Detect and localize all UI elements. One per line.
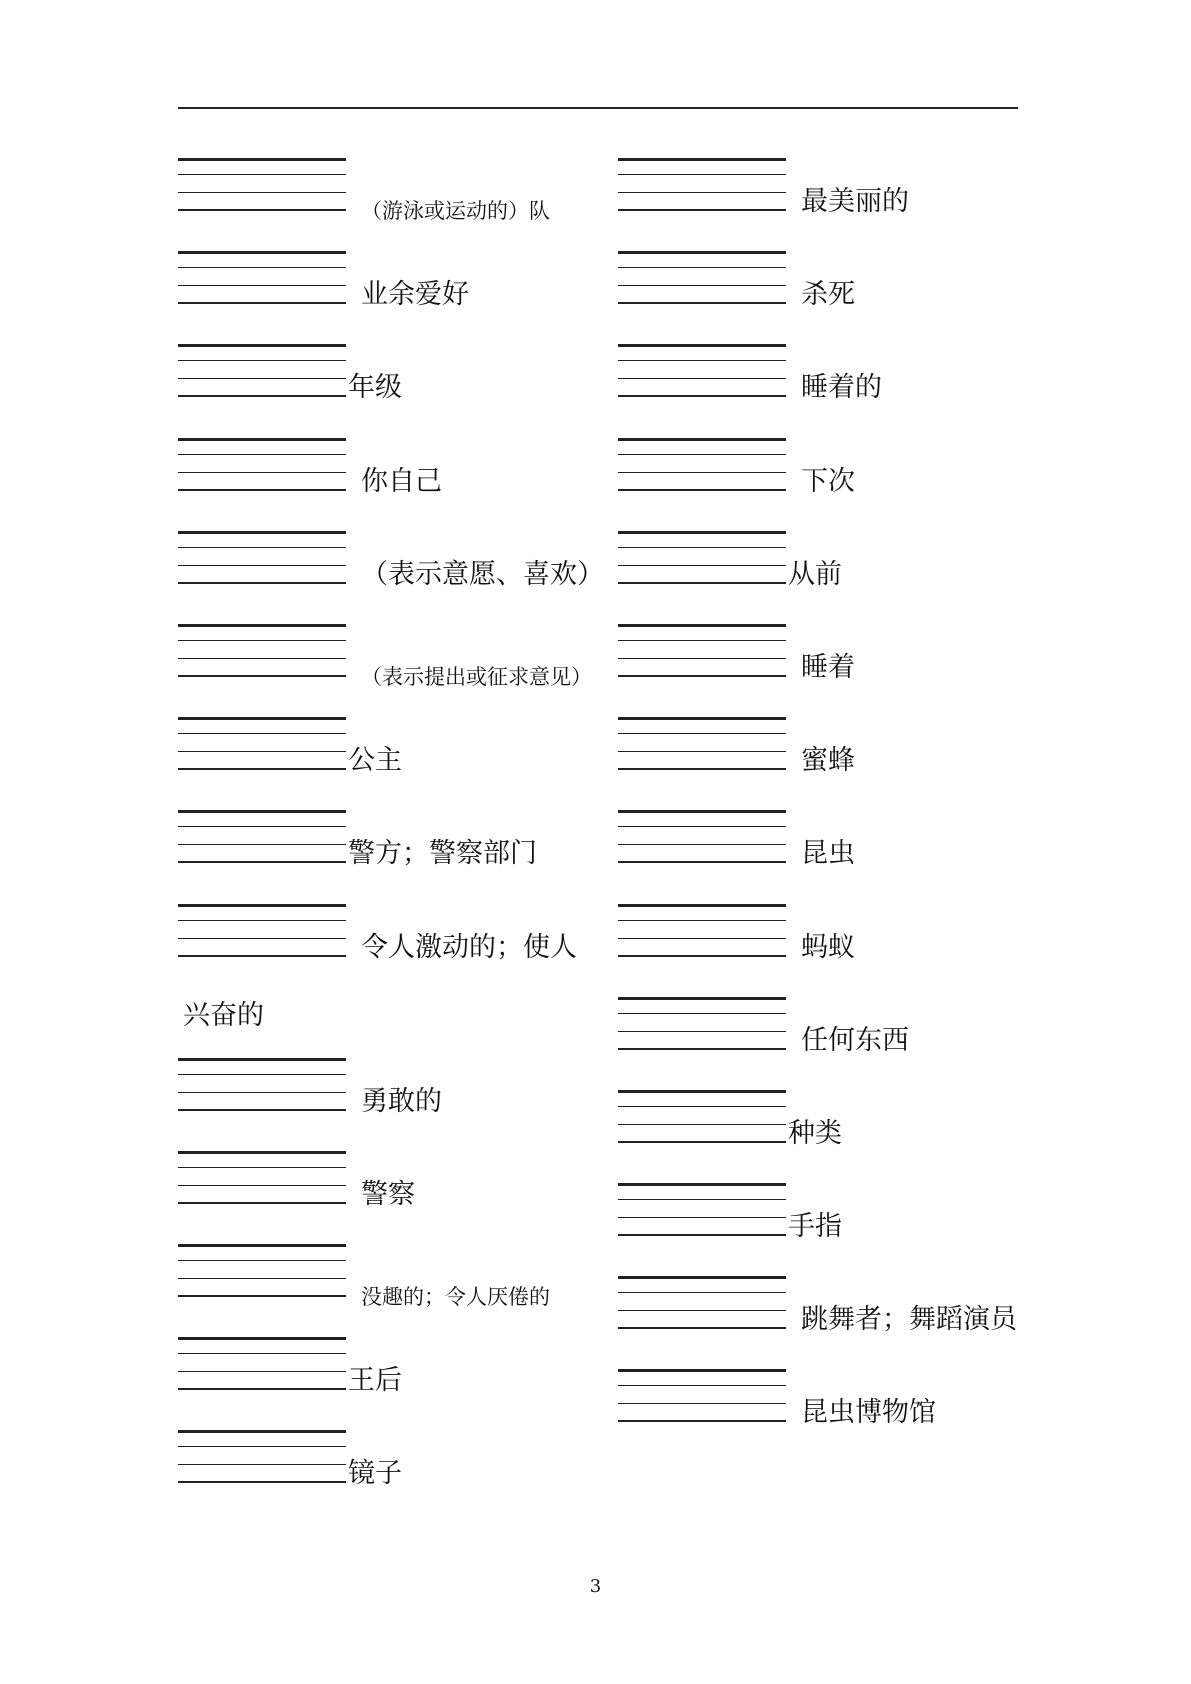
blank-line bbox=[178, 1058, 346, 1061]
chinese-gloss: 昆虫博物馆 bbox=[801, 1397, 936, 1428]
vocab-entry bbox=[178, 344, 618, 424]
blank-line bbox=[178, 454, 346, 455]
blank-line bbox=[178, 267, 346, 268]
answer-blank-lines bbox=[178, 810, 346, 870]
vocab-entry bbox=[618, 624, 1058, 704]
chinese-gloss: 蜜蜂 bbox=[801, 745, 855, 776]
blank-line bbox=[618, 158, 786, 161]
blank-line bbox=[178, 1371, 346, 1372]
answer-blank-lines bbox=[178, 1058, 346, 1118]
answer-blank-lines bbox=[178, 904, 346, 964]
blank-line bbox=[618, 1124, 786, 1125]
blank-line bbox=[178, 904, 346, 907]
blank-line bbox=[178, 1244, 346, 1247]
blank-line bbox=[618, 1276, 786, 1279]
blank-line bbox=[618, 1106, 786, 1107]
vocab-entry bbox=[178, 1151, 618, 1231]
blank-line bbox=[178, 624, 346, 627]
vocab-entry bbox=[618, 717, 1058, 797]
answer-blank-lines bbox=[178, 438, 346, 498]
blank-line bbox=[618, 997, 786, 1000]
chinese-gloss: 公主 bbox=[348, 745, 402, 776]
blank-line bbox=[178, 810, 346, 813]
vocab-entry bbox=[618, 531, 1058, 611]
blank-line bbox=[618, 1090, 786, 1093]
vocab-entry bbox=[618, 904, 1058, 984]
blank-line bbox=[178, 158, 346, 161]
blank-line bbox=[178, 1260, 346, 1261]
blank-line bbox=[178, 251, 346, 254]
blank-line bbox=[618, 565, 786, 566]
blank-line bbox=[618, 209, 786, 211]
blank-line bbox=[178, 733, 346, 734]
blank-line bbox=[178, 438, 346, 441]
vocab-entry bbox=[618, 1276, 1058, 1356]
blank-line bbox=[618, 1183, 786, 1186]
vocab-entry bbox=[178, 1244, 618, 1324]
chinese-gloss: 从前 bbox=[788, 559, 842, 590]
blank-line bbox=[178, 1109, 346, 1111]
vocab-entry bbox=[618, 344, 1058, 424]
blank-line bbox=[618, 251, 786, 254]
chinese-gloss: 王后 bbox=[348, 1365, 402, 1396]
blank-line bbox=[618, 751, 786, 752]
answer-blank-lines bbox=[618, 624, 786, 684]
blank-line bbox=[618, 438, 786, 441]
answer-blank-lines bbox=[178, 531, 346, 591]
answer-blank-lines bbox=[618, 531, 786, 591]
chinese-gloss: （表示提出或征求意见） bbox=[361, 665, 592, 689]
blank-line bbox=[618, 395, 786, 397]
blank-line bbox=[618, 1292, 786, 1293]
blank-line bbox=[178, 395, 346, 397]
blank-line bbox=[178, 344, 346, 347]
vocab-entry bbox=[178, 251, 618, 331]
blank-line bbox=[618, 1199, 786, 1200]
blank-line bbox=[618, 733, 786, 734]
chinese-gloss: （游泳或运动的）队 bbox=[361, 199, 550, 223]
answer-blank-lines bbox=[618, 717, 786, 777]
vocab-entry bbox=[618, 158, 1058, 238]
blank-line bbox=[178, 582, 346, 584]
blank-line bbox=[618, 267, 786, 268]
gloss-continuation: 兴奋的 bbox=[183, 1000, 264, 1031]
blank-line bbox=[178, 1074, 346, 1075]
blank-line bbox=[618, 174, 786, 175]
blank-line bbox=[618, 1403, 786, 1404]
blank-line bbox=[178, 1337, 346, 1340]
blank-line bbox=[178, 1388, 346, 1390]
vocab-entry bbox=[178, 158, 618, 238]
answer-blank-lines bbox=[178, 1151, 346, 1211]
blank-line bbox=[618, 844, 786, 845]
blank-line bbox=[618, 1310, 786, 1311]
blank-line bbox=[178, 1446, 346, 1447]
vocab-entry bbox=[618, 1183, 1058, 1263]
blank-line bbox=[178, 920, 346, 921]
chinese-gloss: 睡着的 bbox=[801, 372, 882, 403]
answer-blank-lines bbox=[618, 158, 786, 218]
blank-line bbox=[618, 810, 786, 813]
blank-line bbox=[178, 938, 346, 939]
blank-line bbox=[178, 489, 346, 491]
blank-line bbox=[178, 1353, 346, 1354]
answer-blank-lines bbox=[178, 717, 346, 777]
blank-line bbox=[618, 454, 786, 455]
chinese-gloss: 种类 bbox=[788, 1118, 842, 1149]
blank-line bbox=[178, 955, 346, 957]
answer-blank-lines bbox=[618, 438, 786, 498]
blank-line bbox=[178, 658, 346, 659]
vocab-entry bbox=[618, 438, 1058, 518]
blank-line bbox=[178, 360, 346, 361]
blank-line bbox=[618, 955, 786, 957]
blank-line bbox=[618, 920, 786, 921]
chinese-gloss: 业余爱好 bbox=[361, 279, 469, 310]
blank-line bbox=[178, 531, 346, 534]
blank-line bbox=[618, 624, 786, 627]
vocab-entry bbox=[618, 1090, 1058, 1170]
chinese-gloss: 令人激动的；使人 bbox=[361, 932, 577, 963]
blank-line bbox=[618, 1217, 786, 1218]
chinese-gloss: 最美丽的 bbox=[801, 186, 909, 217]
blank-line bbox=[178, 640, 346, 641]
blank-line bbox=[178, 1167, 346, 1168]
blank-line bbox=[178, 174, 346, 175]
blank-line bbox=[178, 192, 346, 193]
blank-line bbox=[618, 360, 786, 361]
blank-line bbox=[178, 1430, 346, 1433]
chinese-gloss: 年级 bbox=[348, 372, 402, 403]
answer-blank-lines bbox=[618, 1276, 786, 1336]
vocab-entry bbox=[178, 717, 618, 797]
chinese-gloss: 勇敢的 bbox=[361, 1086, 442, 1117]
blank-line bbox=[178, 302, 346, 304]
blank-line bbox=[178, 209, 346, 211]
answer-blank-lines bbox=[618, 810, 786, 870]
blank-line bbox=[618, 1031, 786, 1032]
answer-blank-lines bbox=[618, 1090, 786, 1150]
vocab-entry bbox=[178, 810, 618, 890]
blank-line bbox=[618, 472, 786, 473]
blank-line bbox=[178, 472, 346, 473]
blank-line bbox=[618, 344, 786, 347]
blank-line bbox=[178, 861, 346, 863]
blank-line bbox=[618, 582, 786, 584]
vocab-entry bbox=[618, 1369, 1058, 1449]
chinese-gloss: 下次 bbox=[801, 466, 855, 497]
chinese-gloss: 睡着 bbox=[801, 652, 855, 683]
answer-blank-lines bbox=[618, 251, 786, 311]
blank-line bbox=[618, 640, 786, 641]
blank-line bbox=[178, 751, 346, 752]
vocab-entry bbox=[618, 997, 1058, 1077]
chinese-gloss: 没趣的；令人厌倦的 bbox=[361, 1285, 550, 1309]
blank-line bbox=[178, 1092, 346, 1093]
blank-line bbox=[618, 768, 786, 770]
blank-line bbox=[178, 1185, 346, 1186]
answer-blank-lines bbox=[178, 344, 346, 404]
answer-blank-lines bbox=[178, 158, 346, 218]
answer-blank-lines bbox=[618, 997, 786, 1057]
chinese-gloss: 手指 bbox=[788, 1211, 842, 1242]
answer-blank-lines bbox=[618, 1369, 786, 1429]
blank-line bbox=[618, 302, 786, 304]
chinese-gloss: 跳舞者；舞蹈演员 bbox=[801, 1304, 1017, 1335]
blank-line bbox=[178, 285, 346, 286]
blank-line bbox=[618, 1141, 786, 1143]
blank-line bbox=[618, 1013, 786, 1014]
blank-line bbox=[178, 378, 346, 379]
blank-line bbox=[178, 565, 346, 566]
blank-line bbox=[178, 675, 346, 677]
blank-line bbox=[618, 1234, 786, 1236]
blank-line bbox=[618, 192, 786, 193]
blank-line bbox=[178, 547, 346, 548]
vocab-entry bbox=[178, 1058, 618, 1138]
vocab-entry bbox=[178, 904, 618, 984]
blank-line bbox=[618, 1048, 786, 1050]
blank-line bbox=[178, 1278, 346, 1279]
answer-blank-lines bbox=[178, 1337, 346, 1397]
blank-line bbox=[178, 1151, 346, 1154]
blank-line bbox=[618, 1369, 786, 1372]
blank-line bbox=[178, 826, 346, 827]
blank-line bbox=[618, 547, 786, 548]
blank-line bbox=[618, 378, 786, 379]
vocab-entry bbox=[178, 624, 618, 704]
blank-line bbox=[178, 1295, 346, 1297]
blank-line bbox=[618, 489, 786, 491]
chinese-gloss: 警察 bbox=[361, 1179, 415, 1210]
blank-line bbox=[178, 768, 346, 770]
blank-line bbox=[618, 861, 786, 863]
blank-line bbox=[618, 1385, 786, 1386]
blank-line bbox=[618, 938, 786, 939]
blank-line bbox=[618, 904, 786, 907]
chinese-gloss: 蚂蚁 bbox=[801, 932, 855, 963]
blank-line bbox=[618, 285, 786, 286]
blank-line bbox=[178, 1481, 346, 1483]
blank-line bbox=[618, 658, 786, 659]
blank-line bbox=[618, 531, 786, 534]
blank-line bbox=[618, 675, 786, 677]
vocab-entry bbox=[178, 1337, 618, 1417]
chinese-gloss: 昆虫 bbox=[801, 838, 855, 869]
vocab-entry bbox=[178, 1430, 618, 1510]
chinese-gloss: 杀死 bbox=[801, 279, 855, 310]
header-rule bbox=[178, 107, 1018, 109]
chinese-gloss: 警方；警察部门 bbox=[348, 838, 537, 869]
chinese-gloss: 镜子 bbox=[348, 1458, 402, 1489]
vocab-entry bbox=[618, 810, 1058, 890]
blank-line bbox=[618, 717, 786, 720]
vocab-entry bbox=[618, 251, 1058, 331]
answer-blank-lines bbox=[178, 1244, 346, 1304]
blank-line bbox=[178, 1464, 346, 1465]
blank-line bbox=[618, 1420, 786, 1422]
chinese-gloss: 任何东西 bbox=[801, 1025, 909, 1056]
page-number: 3 bbox=[589, 1576, 602, 1597]
blank-line bbox=[178, 717, 346, 720]
vocab-entry bbox=[178, 531, 618, 611]
vocab-entry bbox=[178, 438, 618, 518]
answer-blank-lines bbox=[618, 344, 786, 404]
blank-line bbox=[178, 844, 346, 845]
chinese-gloss: （表示意愿、喜欢） bbox=[361, 559, 604, 590]
blank-line bbox=[618, 826, 786, 827]
blank-line bbox=[178, 1202, 346, 1204]
answer-blank-lines bbox=[618, 1183, 786, 1243]
blank-line bbox=[618, 1327, 786, 1329]
answer-blank-lines bbox=[178, 1430, 346, 1490]
answer-blank-lines bbox=[618, 904, 786, 964]
chinese-gloss: 你自己 bbox=[361, 466, 442, 497]
answer-blank-lines bbox=[178, 251, 346, 311]
answer-blank-lines bbox=[178, 624, 346, 684]
